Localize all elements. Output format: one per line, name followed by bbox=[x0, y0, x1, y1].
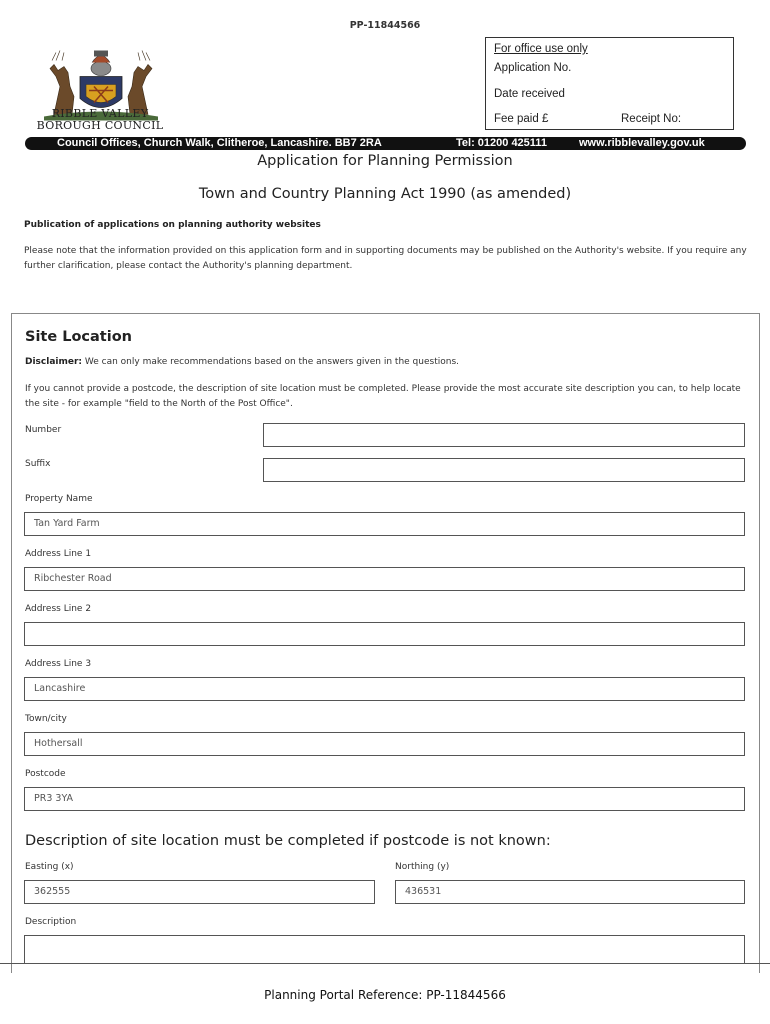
address-line-2-field[interactable] bbox=[24, 622, 745, 646]
town-city-field[interactable]: Hothersall bbox=[24, 732, 745, 756]
easting-label: Easting (x) bbox=[25, 862, 74, 872]
easting-field[interactable]: 362555 bbox=[24, 880, 375, 904]
reference-number-top: PP-11844566 bbox=[349, 20, 421, 31]
banner-telephone: Tel: 01200 425111 bbox=[456, 137, 547, 149]
form-title: Application for Planning Permission bbox=[257, 153, 513, 169]
northing-field[interactable]: 436531 bbox=[395, 880, 745, 904]
site-location-title: Site Location bbox=[25, 329, 132, 345]
address-line-2-label: Address Line 2 bbox=[25, 604, 92, 614]
disclaimer-text: We can only make recommendations based on the answers given in the questions. bbox=[82, 357, 459, 367]
banner-website: www.ribblevalley.gov.uk bbox=[579, 137, 705, 149]
council-name bbox=[30, 108, 170, 132]
property-name-label: Property Name bbox=[25, 494, 93, 504]
page-bottom-rule bbox=[0, 963, 770, 964]
address-line-3-label: Address Line 3 bbox=[25, 659, 92, 669]
disclaimer bbox=[25, 357, 459, 367]
receipt-no-label: Receipt No: bbox=[621, 113, 682, 125]
planning-portal-reference: Planning Portal Reference: PP-11844566 bbox=[264, 988, 506, 1002]
council-name-line2: BOROUGH COUNCIL bbox=[36, 119, 164, 132]
banner-address: Council Offices, Church Walk, Clitheroe, Lancashire. BB7 2RA bbox=[57, 137, 382, 149]
description-field[interactable] bbox=[24, 935, 745, 963]
council-name-line1: RIBBLE VALLEY bbox=[51, 107, 149, 120]
number-label: Number bbox=[25, 425, 62, 435]
postcode-field[interactable]: PR3 3YA bbox=[24, 787, 745, 811]
postcode-note: If you cannot provide a postcode, the description of site location must be completed. Please provide the most accurate site description you can, to help locate the site - for example "field to the North of the Post Office". bbox=[25, 384, 741, 409]
number-field[interactable] bbox=[263, 423, 745, 447]
address-line-1-label: Address Line 1 bbox=[25, 549, 92, 559]
address-line-1-field[interactable]: Ribchester Road bbox=[24, 567, 745, 591]
date-received-label: Date received bbox=[494, 88, 565, 100]
publication-text: Please note that the information provided on this application form and in supporting documents may be published on the Authority's website. If you require any further clarification, please contact the Authority's planning department. bbox=[24, 246, 747, 271]
office-use-box bbox=[485, 37, 734, 130]
suffix-field[interactable] bbox=[263, 458, 745, 482]
description-label: Description bbox=[25, 917, 77, 927]
address-line-3-field[interactable]: Lancashire bbox=[24, 677, 745, 701]
office-use-title: For office use only bbox=[494, 43, 588, 55]
fee-paid-label: Fee paid £ bbox=[494, 113, 549, 125]
suffix-label: Suffix bbox=[25, 459, 51, 469]
contact-banner bbox=[25, 137, 746, 150]
description-heading: Description of site location must be completed if postcode is not known: bbox=[25, 833, 551, 849]
disclaimer-label: Disclaimer: bbox=[25, 357, 83, 367]
northing-label: Northing (y) bbox=[395, 862, 450, 872]
application-no-label: Application No. bbox=[494, 62, 572, 74]
postcode-label: Postcode bbox=[25, 769, 66, 779]
property-name-field[interactable]: Tan Yard Farm bbox=[24, 512, 745, 536]
town-city-label: Town/city bbox=[25, 714, 67, 724]
act-title: Town and Country Planning Act 1990 (as amended) bbox=[198, 186, 572, 202]
publication-heading: Publication of applications on planning authority websites bbox=[24, 220, 321, 230]
